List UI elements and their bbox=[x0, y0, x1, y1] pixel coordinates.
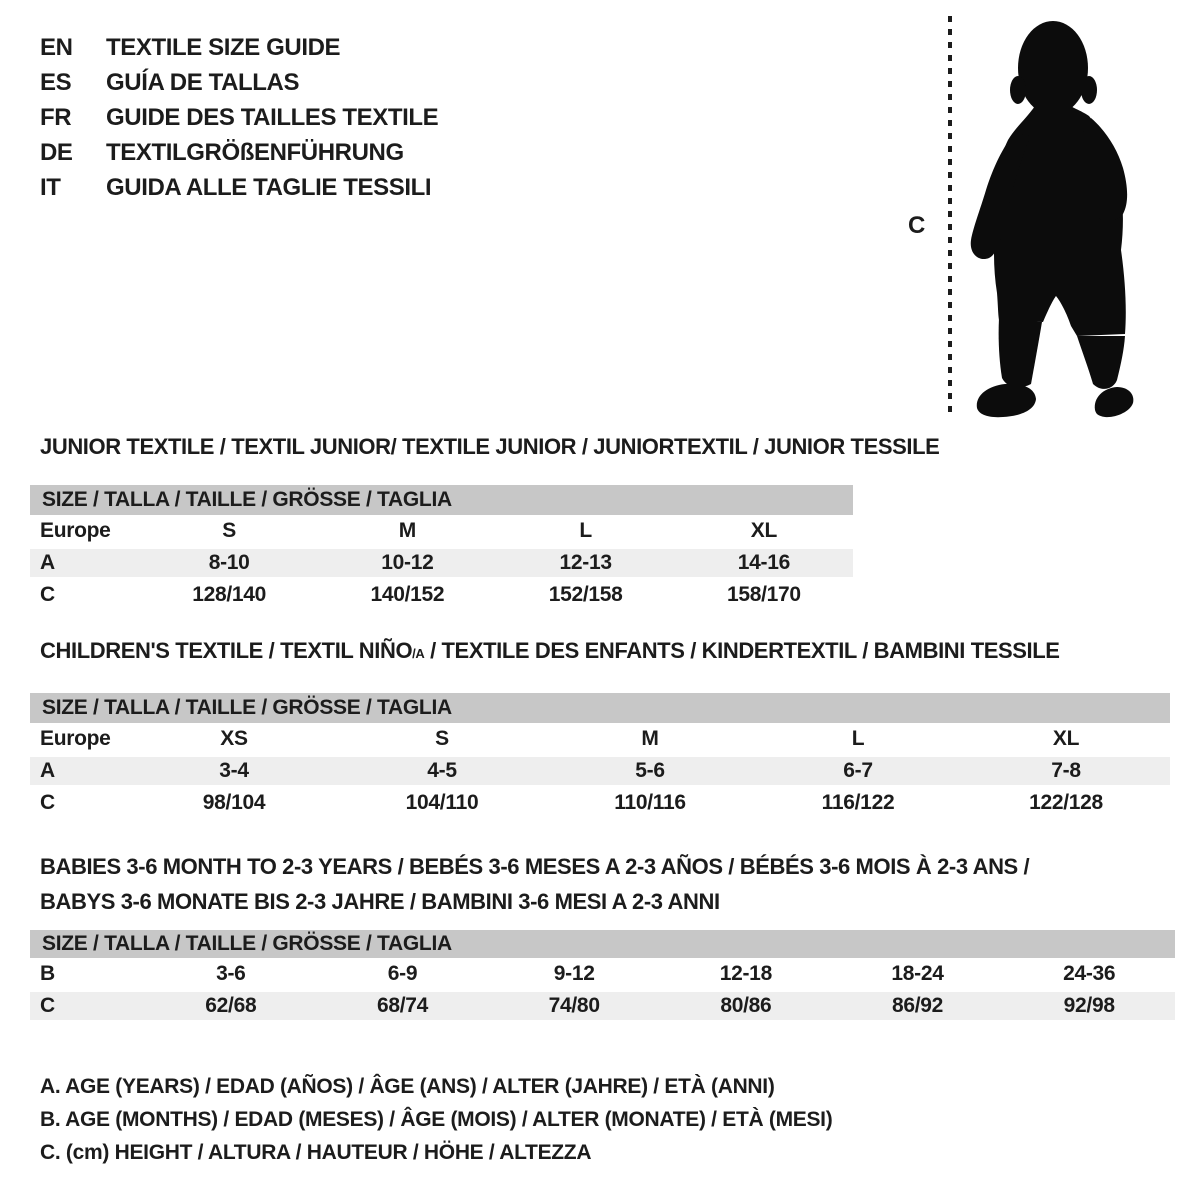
size-cell: S bbox=[222, 519, 236, 542]
legend-line-age-months: B. AGE (MONTHS) / EDAD (MESES) / ÂGE (MOIS) / ALTER (MONATE) / ETÀ (MESI) bbox=[40, 1108, 833, 1131]
size-cell: XS bbox=[220, 727, 248, 750]
age-cell: 18-24 bbox=[891, 962, 944, 985]
junior-age-row bbox=[30, 547, 853, 579]
babies-section-title bbox=[40, 849, 1029, 919]
language-code-it: IT bbox=[40, 174, 61, 201]
height-measure-label: C bbox=[908, 212, 926, 239]
age-cell: 9-12 bbox=[553, 962, 595, 985]
size-cell: M bbox=[398, 519, 416, 542]
babies-age-row bbox=[30, 958, 1175, 990]
language-code-es: ES bbox=[40, 69, 72, 96]
language-row-it bbox=[40, 170, 438, 205]
height-cell: 98/104 bbox=[202, 791, 266, 814]
language-title-list bbox=[40, 30, 438, 205]
language-row-fr bbox=[40, 100, 438, 135]
measure-legend bbox=[40, 1070, 832, 1169]
age-cell: 12-18 bbox=[719, 962, 772, 985]
height-cell: 104/110 bbox=[405, 791, 479, 814]
height-cell: 92/98 bbox=[1063, 994, 1115, 1017]
height-cell: 152/158 bbox=[548, 583, 623, 606]
age-cell: 6-9 bbox=[387, 962, 418, 985]
children-title-sub: /A bbox=[412, 646, 425, 661]
language-row-de bbox=[40, 135, 438, 170]
height-cell: 80/86 bbox=[720, 994, 772, 1017]
age-cell: 8-10 bbox=[208, 551, 250, 574]
language-row-es bbox=[40, 65, 438, 100]
junior-europe-row bbox=[30, 515, 853, 547]
row-label: Europe bbox=[40, 727, 111, 750]
babies-size-table bbox=[30, 930, 1175, 1022]
size-cell: M bbox=[641, 727, 659, 750]
language-code-de: DE bbox=[40, 139, 73, 166]
height-cell: 86/92 bbox=[891, 994, 944, 1017]
babies-title-line1: BABIES 3-6 MONTH TO 2-3 YEARS / BEBÉS 3-6 MESES A 2-3 AÑOS / BÉBÉS 3-6 MOIS À 2-3 ANS / bbox=[40, 854, 1030, 879]
height-cell: 68/74 bbox=[376, 994, 429, 1017]
height-cell: 62/68 bbox=[205, 994, 257, 1017]
guide-title-fr: GUIDE DES TAILLES TEXTILE bbox=[106, 104, 439, 131]
children-size-header-bar: SIZE / TALLA / TAILLE / GRÖSSE / TAGLIA bbox=[30, 693, 1170, 723]
size-cell: L bbox=[579, 519, 592, 542]
children-europe-row bbox=[30, 723, 1170, 755]
toddler-silhouette-icon bbox=[965, 18, 1140, 420]
row-label: B bbox=[40, 962, 55, 985]
guide-title-it: GUIDA ALLE TAGLIE TESSILI bbox=[106, 174, 432, 201]
language-code-fr: FR bbox=[40, 104, 72, 131]
legend-line-age-years: A. AGE (YEARS) / EDAD (AÑOS) / ÂGE (ANS) / ALTER (JAHRE) / ETÀ (ANNI) bbox=[40, 1075, 775, 1098]
height-cell: 110/116 bbox=[614, 791, 686, 814]
junior-section-title: JUNIOR TEXTILE / TEXTIL JUNIOR/ TEXTILE JUNIOR / JUNIORTEXTIL / JUNIOR TESSILE bbox=[40, 434, 940, 459]
age-cell: 4-5 bbox=[427, 759, 457, 782]
age-cell: 3-6 bbox=[216, 962, 246, 985]
age-cell: 3-4 bbox=[219, 759, 249, 782]
height-cell: 122/128 bbox=[1029, 791, 1103, 814]
height-cell: 158/170 bbox=[726, 583, 801, 606]
age-cell: 12-13 bbox=[559, 551, 612, 574]
row-label: C bbox=[40, 583, 55, 606]
children-section-title bbox=[40, 638, 1060, 664]
age-cell: 14-16 bbox=[737, 551, 790, 574]
babies-title-line2: BABYS 3-6 MONATE BIS 2-3 JAHRE / BAMBINI 3-6 MESI A 2-3 ANNI bbox=[40, 889, 720, 914]
row-label: C bbox=[40, 791, 55, 814]
height-cell: 116/122 bbox=[821, 791, 895, 814]
children-title-suffix: / TEXTILE DES ENFANTS / KINDERTEXTIL / BAMBINI TESSILE bbox=[424, 638, 1060, 663]
age-cell: 7-8 bbox=[1051, 759, 1081, 782]
height-cell: 128/140 bbox=[192, 583, 267, 606]
junior-size-header-bar: SIZE / TALLA / TAILLE / GRÖSSE / TAGLIA bbox=[30, 485, 853, 515]
age-cell: 10-12 bbox=[381, 551, 434, 574]
junior-height-row bbox=[30, 579, 853, 611]
row-label: C bbox=[40, 994, 55, 1017]
children-age-row bbox=[30, 755, 1170, 787]
height-cell: 140/152 bbox=[370, 583, 445, 606]
children-height-row bbox=[30, 787, 1170, 819]
children-size-table bbox=[30, 693, 1170, 819]
guide-title-es: GUÍA DE TALLAS bbox=[106, 69, 300, 96]
children-title-prefix: CHILDREN'S TEXTILE / TEXTIL NIÑO bbox=[40, 638, 413, 663]
age-cell: 5-6 bbox=[635, 759, 665, 782]
language-code-en: EN bbox=[40, 34, 73, 61]
language-row-en bbox=[40, 30, 438, 65]
junior-size-table bbox=[30, 485, 853, 611]
row-label: A bbox=[40, 759, 55, 782]
size-cell: XL bbox=[1052, 727, 1080, 750]
guide-title-en: TEXTILE SIZE GUIDE bbox=[106, 34, 341, 61]
size-cell: XL bbox=[750, 519, 777, 542]
height-dashed-line bbox=[948, 16, 952, 416]
legend-line-height-cm: C. (cm) HEIGHT / ALTURA / HAUTEUR / HÖHE / ALTEZZA bbox=[40, 1141, 592, 1164]
row-label: A bbox=[40, 551, 55, 574]
age-cell: 6-7 bbox=[843, 759, 873, 782]
babies-size-header-bar: SIZE / TALLA / TAILLE / GRÖSSE / TAGLIA bbox=[30, 930, 1175, 958]
size-cell: L bbox=[851, 727, 865, 750]
height-cell: 74/80 bbox=[548, 994, 600, 1017]
guide-title-de: TEXTILGRÖßENFÜHRUNG bbox=[106, 139, 404, 166]
age-cell: 24-36 bbox=[1063, 962, 1116, 985]
babies-height-row bbox=[30, 990, 1175, 1022]
row-label: Europe bbox=[40, 519, 111, 542]
size-cell: S bbox=[435, 727, 449, 750]
